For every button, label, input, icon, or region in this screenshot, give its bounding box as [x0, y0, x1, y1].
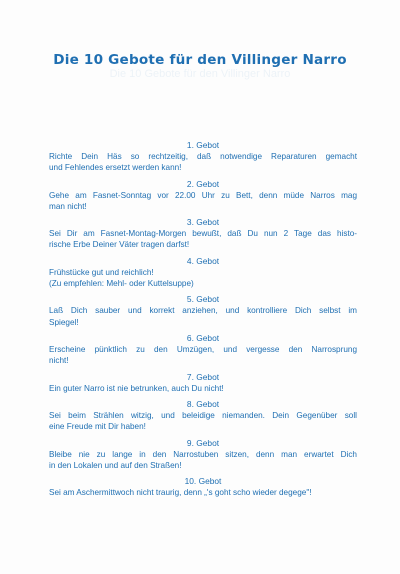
commandment-heading: 10. Gebot	[184, 476, 222, 487]
commandment	[49, 179, 357, 212]
page-title: Die 10 Gebote für den Villinger Narro	[53, 52, 347, 68]
commandment-heading: 2. Gebot	[186, 178, 220, 189]
commandment-line: Frühstücke gut und reichlich!	[49, 267, 154, 277]
commandment-line: Richte Dein Häs so rechtzeitig, daß notwendige Reparaturen gemacht	[49, 152, 357, 161]
commandment-line: Sei am Aschermittwoch nicht traurig, denn „'s goht scho wieder degege"!	[49, 488, 312, 498]
commandment-line: Ein guter Narro ist nie betrunken, auch Du nicht!	[49, 383, 224, 393]
commandment-line: Sei beim Strählen witzig, und beleidige niemanden. Dein Gegenüber soll	[49, 410, 357, 420]
commandment-line: nicht!	[49, 356, 69, 366]
commandment-line: eine Freude mit Dir haben!	[49, 422, 146, 432]
commandment-line: Spiegel!	[49, 317, 79, 327]
commandment-line: in den Lokalen und auf den Straßen!	[49, 460, 182, 470]
commandment-heading: 1. Gebot	[186, 140, 220, 150]
commandment	[49, 399, 357, 432]
commandment-line: rische Erbe Deiner Väter tragen darfst!	[49, 240, 190, 250]
commandment-line: Gehe am Fasnet-Sonntag vor 22.00 Uhr zu Bett, denn müde Narros mag	[49, 190, 357, 200]
commandment-heading: 7. Gebot	[186, 371, 220, 382]
commandment	[49, 476, 357, 498]
commandment	[49, 333, 357, 366]
commandment	[49, 372, 357, 394]
commandment-line: man nicht!	[49, 201, 87, 211]
commandment	[49, 256, 357, 289]
commandment	[49, 217, 357, 250]
commandment-line: Laß Dich sauber und korrekt anziehen, und kontrolliere Dich selbst im	[49, 306, 357, 316]
commandment-list	[49, 140, 357, 504]
commandment-line: Erscheine pünktlich zu den Umzügen, und vergesse den Narrosprung	[49, 344, 357, 354]
commandment-heading: 8. Gebot	[186, 398, 220, 409]
commandment-line: Sei Dir am Fasnet-Montag-Morgen bewußt, daß Du nun 2 Tage das histo-	[49, 229, 357, 239]
commandment-heading: 6. Gebot	[186, 332, 220, 343]
commandment-heading: 9. Gebot	[186, 437, 220, 448]
commandment-heading: 3. Gebot	[186, 217, 220, 228]
commandment-line: Bleibe nie zu lange in den Narrostuben sitzen, denn man erwartet Dich	[49, 449, 357, 459]
commandment-line: (Zu empfehlen: Mehl- oder Kuttelsuppe)	[49, 278, 194, 288]
commandment-line: und Fehlendes ersetzt werden kann!	[49, 163, 182, 173]
commandment	[49, 294, 357, 327]
commandment-heading: 5. Gebot	[186, 294, 220, 305]
show-through-text: Die 10 Gebote für den Villinger Narro	[109, 68, 291, 80]
commandment	[49, 140, 357, 173]
commandment	[49, 438, 357, 471]
commandment-heading: 4. Gebot	[186, 255, 220, 266]
